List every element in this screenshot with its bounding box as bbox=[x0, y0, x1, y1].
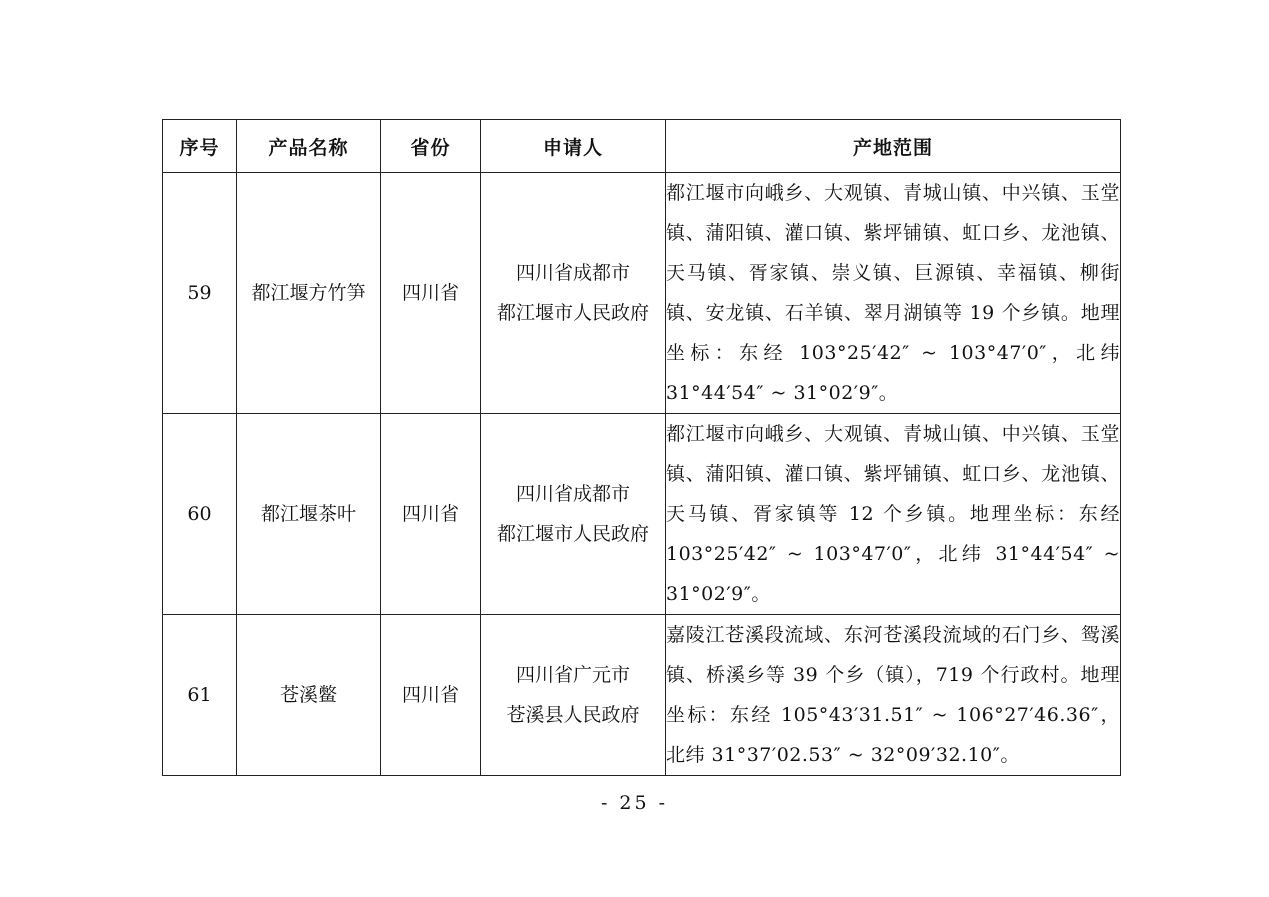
applicant-line-2: 都江堰市人民政府 bbox=[496, 523, 649, 545]
cell-serial-number: 61 bbox=[163, 615, 237, 776]
cell-serial-number: 59 bbox=[163, 173, 237, 414]
header-applicant: 申请人 bbox=[481, 120, 666, 173]
applicant-line-1: 四川省成都市 bbox=[515, 262, 630, 284]
cell-province: 四川省 bbox=[381, 615, 481, 776]
applicant-line-2: 苍溪县人民政府 bbox=[506, 704, 640, 726]
cell-product-name: 都江堰茶叶 bbox=[237, 414, 381, 615]
cell-applicant bbox=[481, 615, 666, 776]
cell-production-area: 都江堰市向峨乡、大观镇、青城山镇、中兴镇、玉堂镇、蒲阳镇、灌口镇、紫坪铺镇、虹口乡、龙池镇、天马镇、胥家镇、崇义镇、巨源镇、幸福镇、柳街镇、安龙镇、石羊镇、翠月湖镇等 19 个乡镇。地理坐标：东经 103°25′42″ ~ 103°47′0″，北纬 31°44′54″ ~ 31°02′9″。 bbox=[666, 173, 1121, 414]
applicant-line-1: 四川省广元市 bbox=[515, 664, 630, 686]
applicant-line-2: 都江堰市人民政府 bbox=[496, 302, 649, 324]
table-row bbox=[163, 414, 1121, 615]
cell-applicant bbox=[481, 414, 666, 615]
header-product-name: 产品名称 bbox=[237, 120, 381, 173]
table-row bbox=[163, 173, 1121, 414]
table-header-row bbox=[163, 120, 1121, 173]
header-production-area: 产地范围 bbox=[666, 120, 1121, 173]
cell-province: 四川省 bbox=[381, 173, 481, 414]
cell-serial-number: 60 bbox=[163, 414, 237, 615]
cell-province: 四川省 bbox=[381, 414, 481, 615]
cell-product-name: 苍溪鳖 bbox=[237, 615, 381, 776]
geographical-indication-table bbox=[162, 119, 1121, 776]
header-serial-number: 序号 bbox=[163, 120, 237, 173]
applicant-line-1: 四川省成都市 bbox=[515, 483, 630, 505]
table-row bbox=[163, 615, 1121, 776]
cell-product-name: 都江堰方竹笋 bbox=[237, 173, 381, 414]
page-number: - 25 - bbox=[600, 792, 669, 814]
header-province: 省份 bbox=[381, 120, 481, 173]
cell-production-area: 都江堰市向峨乡、大观镇、青城山镇、中兴镇、玉堂镇、蒲阳镇、灌口镇、紫坪铺镇、虹口乡、龙池镇、天马镇、胥家镇等 12 个乡镇。地理坐标：东经 103°25′42″ ~ 103°47′0″，北纬 31°44′54″ ~ 31°02′9″。 bbox=[666, 414, 1121, 615]
cell-production-area: 嘉陵江苍溪段流域、东河苍溪段流域的石门乡、鸳溪镇、桥溪乡等 39 个乡（镇），719 个行政村。地理坐标：东经 105°43′31.51″ ~ 106°27′46.36″，北纬 31°37′02.53″ ~ 32°09′32.10″。 bbox=[666, 615, 1121, 776]
cell-applicant bbox=[481, 173, 666, 414]
